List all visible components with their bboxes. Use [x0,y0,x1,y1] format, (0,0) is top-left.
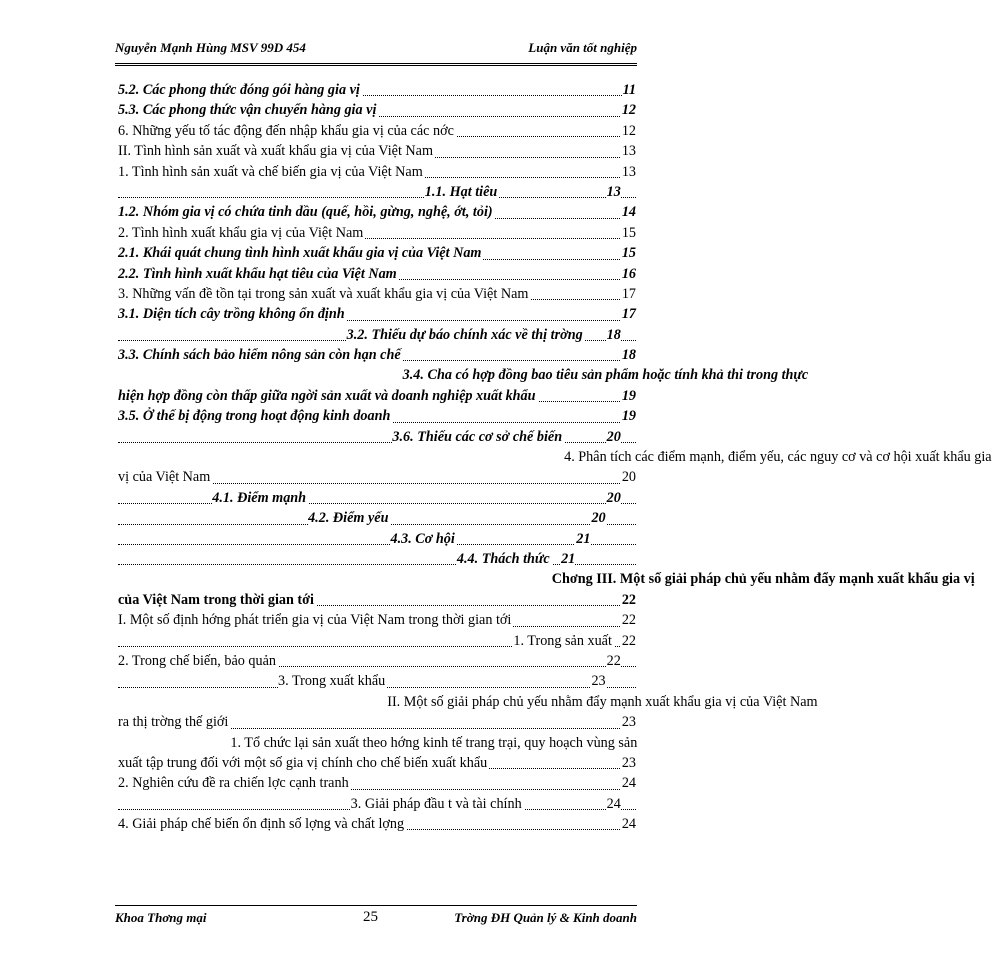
toc-entry-page: 13 [606,182,621,202]
toc-entry-page: 21 [575,529,590,549]
toc-entry [118,202,636,222]
toc-entry-text: II. Tình hình sản xuất và xuất khẩu gia vị của Việt Nam [118,141,435,161]
toc-entry-text: 2.1. Khái quát chung tình hình xuất khẩu gia vị của Việt Nam [118,243,483,263]
footer-faculty: Khoa Thơng mại [115,910,207,925]
toc-entry [118,121,636,141]
toc-entry-text: 6. Những yếu tố tác động đến nhập khẩu gia vị của các nớc [118,121,456,141]
toc-entry-page: 24 [606,794,621,814]
toc-entry-page: 13 [621,162,636,182]
page-number: 25 [363,909,378,925]
toc-entry [118,631,636,651]
toc-entry-page: 16 [621,264,636,284]
toc-entry [118,447,992,488]
footer-rule [115,905,637,906]
toc-entry-text: hiện hợp đồng còn thấp giữa ngời sản xuất và doanh nghiệp xuất khẩu [118,386,538,406]
dot-leader [118,544,636,545]
toc-entry-text-line1: Chơng III. Một số giải pháp chủ yếu nhằm đẩy mạnh xuất khẩu gia vị [551,571,975,588]
toc-entry-page: 13 [621,141,636,161]
toc-entry-text: 2. Trong chế biến, bảo quản [118,651,278,671]
toc-entry-text: vị của Việt Nam [118,467,212,487]
toc-entry-text: 3.1. Diện tích cây trồng không ổn định [118,304,347,324]
toc-entry-text: 4.3. Cơ hội [390,529,456,549]
toc-entry-page: 17 [621,284,636,304]
toc-entry [118,325,636,345]
toc-entry-page: 18 [606,325,621,345]
toc-entry [118,814,636,834]
toc-entry-page: 15 [621,223,636,243]
toc-entry-text: 2. Tình hình xuất khẩu gia vị của Việt Nam [118,223,365,243]
dot-leader [118,197,636,198]
toc-entry-page: 24 [621,773,636,793]
toc-entry [118,182,636,202]
toc-entry-page: 20 [606,488,621,508]
toc-entry [118,243,636,263]
toc-entry-page: 20 [621,467,636,487]
toc-entry-text: 3. Những vấn đề tồn tại trong sản xuất và xuất khẩu gia vị của Việt Nam [118,284,530,304]
toc-entry-text: 1. Tình hình sản xuất và chế biến gia vị của Việt Nam [118,162,425,182]
toc-entry-text: xuất tập trung đối với một số gia vị chính cho chế biến xuất khẩu [118,753,489,773]
toc-entry-page: 22 [621,610,636,630]
toc-entry-text-line1: 3.4. Cha có hợp đồng bao tiêu sản phẩm hoặc tính khả thi trong thực [402,367,809,384]
toc-entry-text: 2.2. Tình hình xuất khẩu hạt tiêu của Việt Nam [118,264,399,284]
toc-entry-text: I. Một số định hớng phát triển gia vị của Việt Nam trong thời gian tới [118,610,513,630]
toc-entry [118,529,636,549]
page-footer [115,908,637,930]
header-rule [115,63,637,66]
toc-entry-page: 22 [621,590,636,610]
toc-entry-text: 3.2. Thiếu dự báo chính xác về thị trờng [347,325,585,345]
toc-entry [118,508,636,528]
toc-entry-text: 3.3. Chính sách bảo hiểm nông sản còn hạn chế [118,345,403,365]
toc-entry-page: 24 [621,814,636,834]
toc-entry-text: 3.5. Ở thế bị động trong hoạt động kinh doanh [118,406,392,426]
dot-leader [118,503,636,504]
toc-entry-page: 18 [621,345,636,365]
toc-entry-line2 [118,467,636,487]
toc-entry-text: 5.2. Các phong thức đóng gói hàng gia vị [118,80,362,100]
toc-entry-text: của Việt Nam trong thời gian tới [118,590,316,610]
toc-entry-page: 15 [621,243,636,263]
toc-entry [118,406,636,426]
toc-entry-page: 23 [590,671,605,691]
toc-entry [118,345,636,365]
toc-entry-text: 4.4. Thách thức [457,549,552,569]
toc-entry [118,733,636,774]
toc-entry-page: 22 [606,651,621,671]
toc-entry-page: 20 [590,508,605,528]
toc-entry [118,569,975,610]
footer-school: Trờng ĐH Quản lý & Kinh doanh [454,910,637,925]
toc-entry [118,223,636,243]
toc-entry-text-line1: II. Một số giải pháp chủ yếu nhằm đẩy mạnh xuất khẩu gia vị của Việt Nam [387,693,818,710]
toc-entry-page: 23 [621,712,636,732]
toc-entry [118,610,636,630]
toc-entry-page: 23 [621,753,636,773]
toc-entry-line2 [118,712,636,732]
toc-entry-text: 1.2. Nhóm gia vị có chứa tinh dầu (quế, hồi, gừng, nghệ, ớt, tỏi) [118,202,495,222]
toc-entry [118,162,636,182]
toc-entry [118,365,809,406]
toc-entry-page: 19 [621,406,636,426]
toc-entry [118,651,636,671]
toc-entry-page: 12 [621,121,636,141]
toc-entry [118,549,636,569]
toc-entry-page: 21 [560,549,575,569]
toc-entry-text: 2. Nghiên cứu đề ra chiến lợc cạnh tranh [118,773,351,793]
toc-entry [118,773,636,793]
toc-entry-page: 17 [621,304,636,324]
toc-entry-line2 [118,753,636,773]
header-title: Luận văn tốt nghiệp [528,40,637,55]
toc-entry-text-line1: 4. Phân tích các điểm mạnh, điểm yếu, các nguy cơ và cơ hội xuất khẩu gia [564,449,992,466]
toc-entry [118,427,636,447]
toc-entry-page: 11 [622,80,636,100]
toc-entry [118,141,636,161]
toc-entry [118,100,636,120]
toc-entry-line2 [118,590,636,610]
toc-entry [118,488,636,508]
toc-entry [118,304,636,324]
toc-entry [118,794,636,814]
toc-entry [118,264,636,284]
toc-entry-text: 4.1. Điểm mạnh [212,488,308,508]
toc-entry-text: 1.1. Hạt tiêu [425,182,500,202]
toc-entry-text: ra thị trờng thế giới [118,712,230,732]
toc-entry [118,284,636,304]
toc-entry-text: 3. Giải pháp đầu t và tài chính [351,794,524,814]
header-author: Nguyễn Mạnh Hùng MSV 99D 454 [115,40,306,55]
toc-entry [118,692,818,733]
toc-entry-text: 3.6. Thiếu các cơ sở chế biến [392,427,564,447]
toc-entry-text-line1: 1. Tổ chức lại sản xuất theo hớng kinh tế trang trại, quy hoạch vùng sản [230,734,638,751]
toc-entry-page: 14 [621,202,636,222]
toc-entry-line2 [118,386,636,406]
toc-entry-page: 22 [621,631,636,651]
toc-entry [118,80,636,100]
toc-entry-text: 4.2. Điểm yếu [308,508,390,528]
toc-entry-page: 19 [621,386,636,406]
toc-entry-text: 5.3. Các phong thức vận chuyển hàng gia vị [118,100,378,120]
toc-entry-page: 20 [606,427,621,447]
page-header [115,38,637,58]
toc-entry-text: 1. Trong sản xuất [513,631,614,651]
table-of-contents [118,80,992,834]
toc-entry [118,671,636,691]
toc-entry-page: 12 [621,100,636,120]
toc-entry-text: 4. Giải pháp chế biến ổn định số lợng và chất lợng [118,814,406,834]
dot-leader [118,564,636,565]
toc-entry-text: 3. Trong xuất khẩu [278,671,387,691]
